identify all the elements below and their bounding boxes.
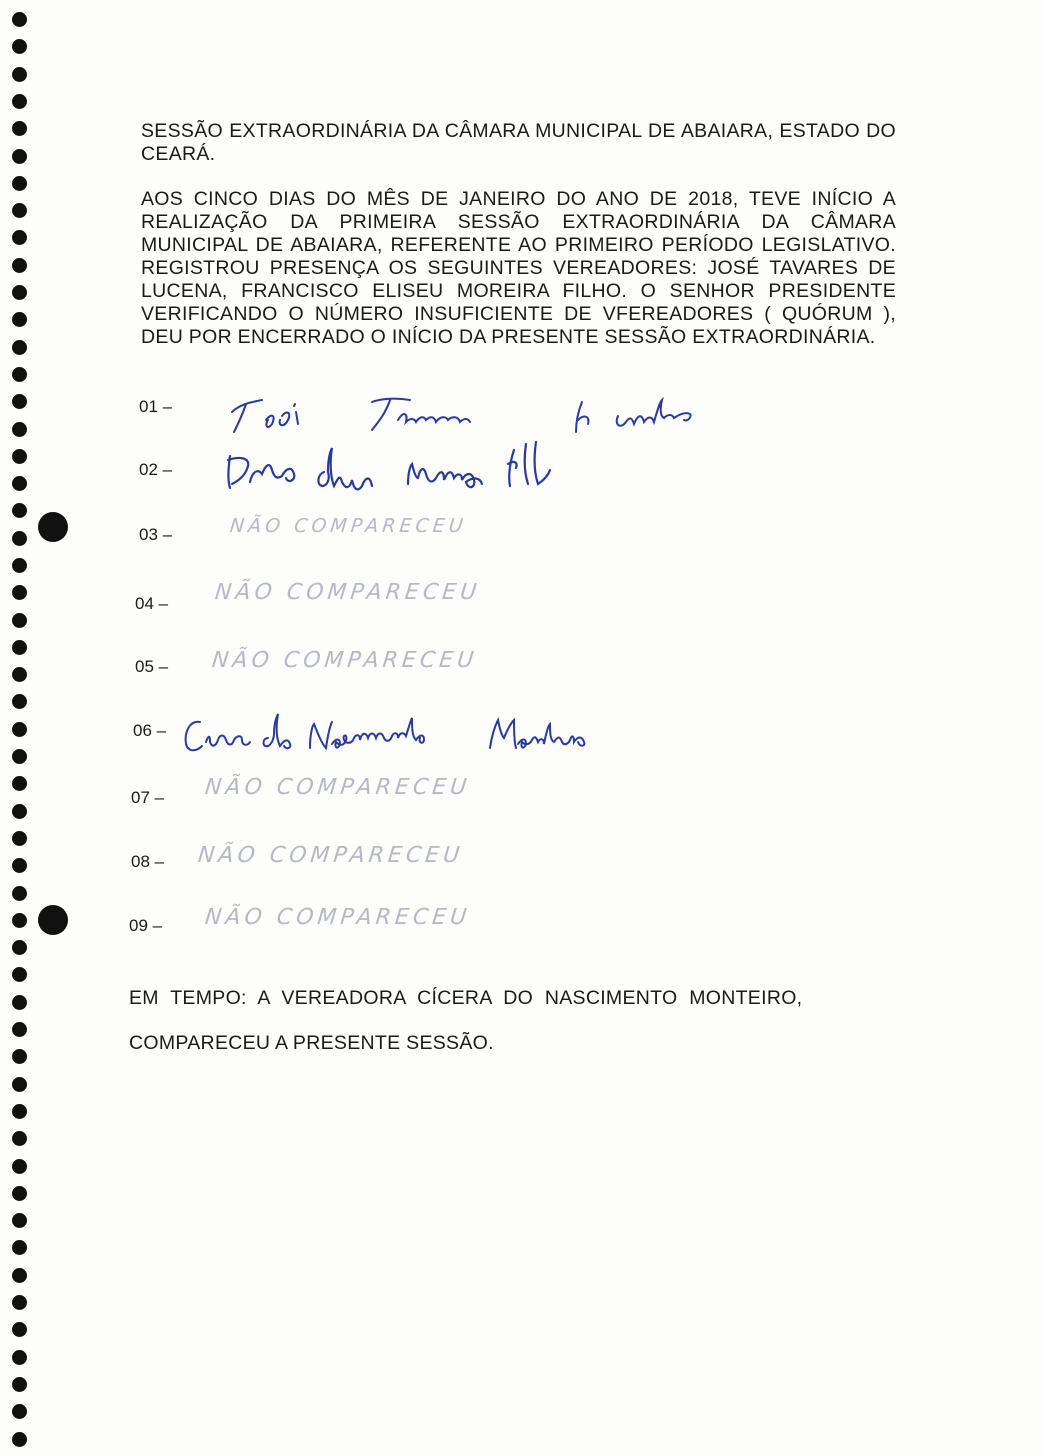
punch-hole (38, 512, 68, 542)
handwritten-signature (222, 436, 572, 496)
binding-hole (12, 394, 27, 409)
binding-hole (12, 1350, 27, 1365)
signature-number: 09 – (129, 916, 163, 935)
binding-hole (12, 367, 27, 382)
binding-hole (12, 39, 27, 54)
absent-mark: NÃO COMPARECEU (213, 580, 482, 605)
binding-hole (12, 67, 27, 82)
binding-hole (12, 1240, 27, 1255)
binding-hole (12, 913, 27, 928)
binding-hole (12, 831, 27, 846)
binding-holes (0, 0, 44, 1456)
binding-hole (12, 1186, 27, 1201)
signature-number: 03 – (139, 525, 173, 544)
handwritten-signature (180, 708, 620, 758)
signature-number: 02 – (139, 460, 173, 479)
binding-hole (12, 1131, 27, 1146)
binding-hole (12, 285, 27, 300)
footer-note: COMPARECEU A PRESENTE SESSÃO. (129, 1032, 494, 1054)
binding-hole (12, 503, 27, 518)
binding-hole (12, 1022, 27, 1037)
signature-number: 01 – (139, 397, 173, 416)
signature-number: 08 – (131, 852, 165, 871)
binding-hole (12, 886, 27, 901)
binding-hole (12, 585, 27, 600)
binding-hole (12, 258, 27, 273)
binding-hole (12, 804, 27, 819)
absent-mark: NÃO COMPARECEU (210, 648, 479, 673)
binding-hole (12, 749, 27, 764)
binding-hole (12, 230, 27, 245)
session-paragraph: AOS CINCO DIAS DO MÊS DE JANEIRO DO ANO DE 2018, TEVE INÍCIO A REALIZAÇÃO DA PRIMEIRA SESSÃO EXTRAORDINÁRIA DA CÂMARA MUNICIPAL DE ABAIARA, REFERENTE AO PRIMEIRO PERÍODO LEGISLATIVO. REGISTROU PRESENÇA OS SEGUINTES VEREADORES: JOSÉ TAVARES DE LUCENA, FRANCISCO ELISEU MOREIRA FILHO. O SENHOR PRESIDENTE VERIFICANDO O NÚMERO INSUFICIENTE DE VFEREADORES ( QUÓRUM ), DEU POR ENCERRADO O INÍCIO DA PRESENTE SESSÃO EXTRAORDINÁRIA. (141, 188, 896, 348)
binding-hole (12, 1049, 27, 1064)
binding-hole (12, 340, 27, 355)
binding-hole (12, 667, 27, 682)
binding-hole (12, 722, 27, 737)
binding-hole (12, 1159, 27, 1174)
binding-hole (12, 476, 27, 491)
binding-hole (12, 94, 27, 109)
signature-number: 07 – (131, 788, 165, 807)
binding-hole (12, 449, 27, 464)
binding-hole (12, 1077, 27, 1092)
signature-number: 05 – (135, 657, 169, 676)
binding-hole (12, 203, 27, 218)
punch-hole (38, 905, 68, 935)
binding-hole (12, 940, 27, 955)
binding-hole (12, 1213, 27, 1228)
binding-hole (12, 613, 27, 628)
binding-hole (12, 1377, 27, 1392)
binding-hole (12, 149, 27, 164)
binding-hole (12, 967, 27, 982)
document-header: SESSÃO EXTRAORDINÁRIA DA CÂMARA MUNICIPAL DE ABAIARA, ESTADO DO CEARÁ. (141, 120, 896, 165)
binding-hole (12, 12, 27, 27)
signature-number: 06 – (133, 721, 167, 740)
binding-hole (12, 640, 27, 655)
binding-hole (12, 1268, 27, 1283)
binding-hole (12, 995, 27, 1010)
binding-hole (12, 176, 27, 191)
binding-hole (12, 776, 27, 791)
binding-hole (12, 694, 27, 709)
binding-hole (12, 312, 27, 327)
absent-mark: NÃO COMPARECEU (196, 843, 465, 868)
signature-number: 04 – (135, 594, 169, 613)
binding-hole (12, 1432, 27, 1447)
binding-hole (12, 121, 27, 136)
footer-note: EM TEMPO: A VEREADORA CÍCERA DO NASCIMENTO MONTEIRO, (129, 987, 803, 1009)
absent-mark: NÃO COMPARECEU (203, 775, 472, 800)
binding-hole (12, 1104, 27, 1119)
binding-hole (12, 1322, 27, 1337)
binding-hole (12, 1404, 27, 1419)
handwritten-signature (222, 390, 747, 440)
absent-mark: NÃO COMPARECEU (228, 515, 468, 537)
binding-hole (12, 422, 27, 437)
binding-hole (12, 858, 27, 873)
binding-hole (12, 531, 27, 546)
binding-hole (12, 1295, 27, 1310)
absent-mark: NÃO COMPARECEU (203, 905, 472, 930)
binding-hole (12, 558, 27, 573)
